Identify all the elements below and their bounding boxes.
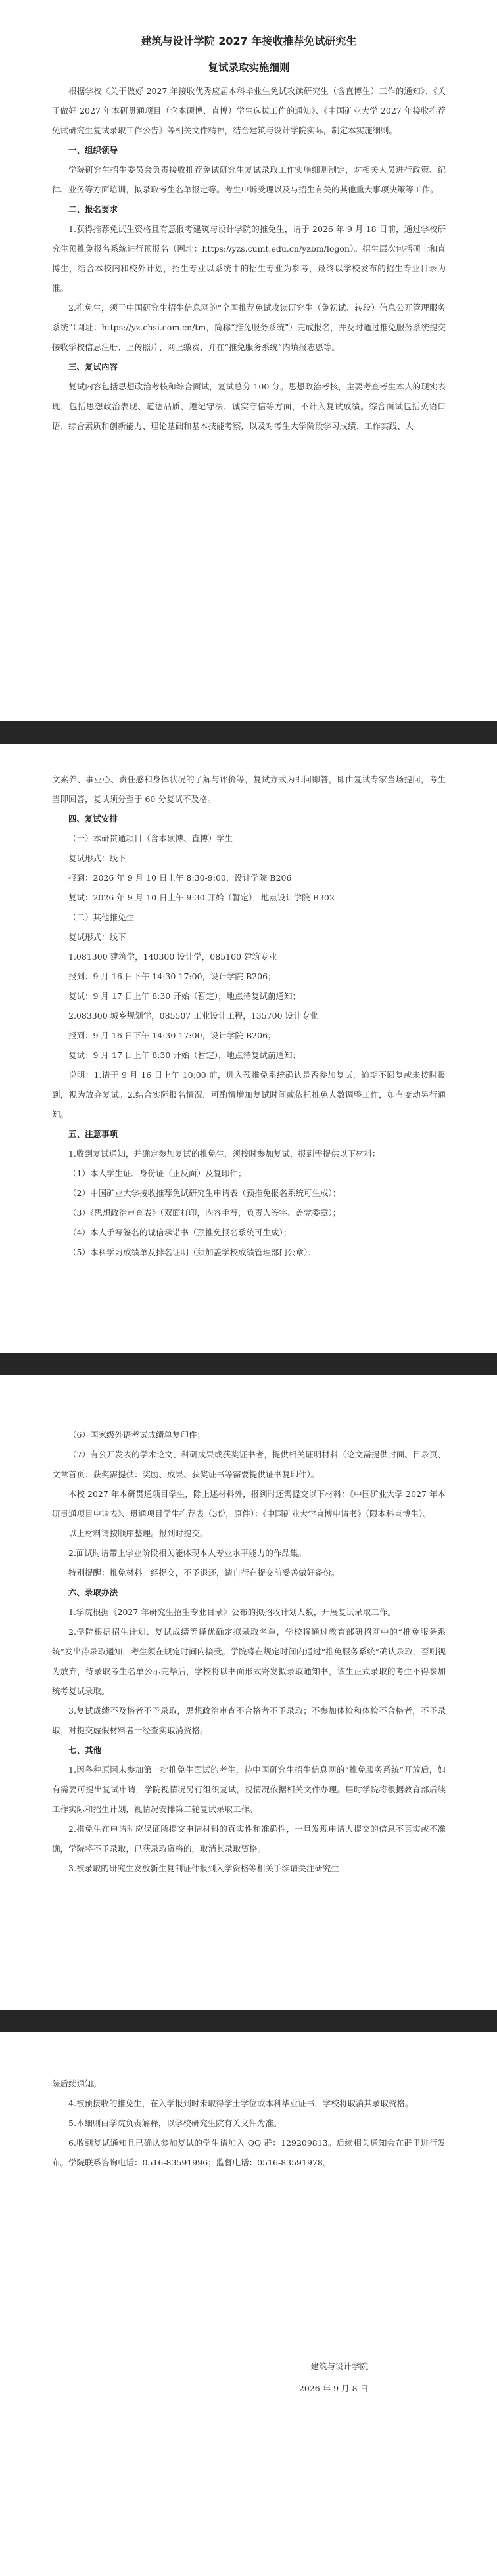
- section-heading: 二、报名要求: [68, 204, 118, 214]
- paragraph: 1.因各种原因未参加第一批推免生面试的考生，待中国研究生招生信息网的“推免服务系统”开放后，如有需要可提出复试申请，学院视情况另行组织复试，视情况依据相关文件办理。届时学院将根据教育部后续工作实际和招生计划，视情况安排第二轮复试录取工作。: [52, 1765, 446, 1814]
- paragraph: （1）本人学生证、身份证（正反面）及复印件；: [68, 1168, 247, 1178]
- paragraph: 3.被录取的研究生发放新生复制证件报到入学资格等相关手续请关注研究生: [68, 1863, 339, 1873]
- paragraph: 2.推免生在申请时应保证所提交申请材料的真实性和准确性，一旦发现申请人提交的信息不真实或不准确，学院将不予录取，已获录取资格的，取消其录取资格。: [52, 1824, 446, 1854]
- section-heading: 六、录取办法: [68, 1588, 118, 1597]
- signature-org: 建筑与设计学院: [310, 2361, 368, 2371]
- page-3-body: [52, 1425, 446, 1878]
- paragraph: 复试：9 月 17 日上午 8:30 开始（暂定），地点待复试前通知；: [68, 1050, 301, 1060]
- section-heading: 一、组织领导: [68, 145, 118, 155]
- paragraph: 复试形式：线下: [68, 932, 126, 942]
- paragraph: 1.081300 建筑学，140300 设计学，085100 建筑专业: [68, 952, 277, 962]
- paragraph: 2.学院根据招生计划、复试成绩等择优确定拟录取名单，学校将通过教育部研招网中的“推免服务系统”发出待录取通知，考生须在规定时间内接受。学院将在规定时间内通过“推免服务系统”确认录取，否则视为放弃，待录取考生名单公示完毕后，学校将以书面形式寄发拟录取通知书，该生正式录取的考生不得参加统考复试录取。: [52, 1627, 446, 1696]
- paragraph: 1.学院根据《2027 年研究生招生专业目录》公布的拟招收计划人数，开展复试录取工作。: [68, 1607, 396, 1617]
- paragraph: （4）本人手写签名的诚信承诺书（预推免报名系统可生成）；: [68, 1228, 292, 1237]
- paragraph: 根据学校《关于做好 2027 年接收优秀应届本科毕业生免试攻读研究生（含直博生）工作的通知》、《关于做好 2027 年本研贯通项目（含本硕博、直博）学生选拔工作的通知》、《中国矿业大学 2027 年接收推荐免试研究生复试录取工作公告》等相关文件精神，结合建筑与设计学院实际，制定本实施细则。: [52, 86, 446, 135]
- paragraph: 本校 2027 年本研贯通项目学生，除上述材料外，报到时还需提交以下材料：《中国矿业大学 2027 年本研贯通项目申请表》、贯通项目学生推荐表（3份，原件）：《中国矿业大学直博申请书》（限本科直博生）。: [52, 1489, 446, 1519]
- paragraph: （7）有公开发表的学术论文、科研成果或获奖证书者，提供相关证明材料（论文需提供封面、目录页、文章首页；获奖需提供：奖励、成果、获奖证书等需要提供证书复印件）。: [52, 1450, 446, 1479]
- page-separator: [0, 1353, 497, 1375]
- paragraph: （2）中国矿业大学接收推荐免试研究生申请表（预推免报名系统可生成）；: [68, 1188, 341, 1198]
- paragraph: （3）《思想政治审查表》（双面打印，内容手写，负责人签字、盖党委章）；: [68, 1208, 341, 1218]
- paragraph: 复试：9 月 17 日上午 8:30 开始（暂定），地点待复试前通知；: [68, 991, 301, 1001]
- paragraph: 6.收到复试通知且已确认参加复试的学生请加入 QQ 群：129209813。后续相关通知会在群里进行发布。学院联系咨询电话：0516-83591996；监督电话：0516-83591978。: [52, 2138, 446, 2167]
- paragraph: 以上材料请按顺序整理。报到时提交。: [68, 1528, 208, 1538]
- paragraph: 复试：2026 年 9 月 10 日上午 9:30 开始（暂定），地点设计学院 B302: [68, 893, 335, 902]
- paragraph: 3.复试成绩不及格者不予录取，思想政治审查不合格者不予录取；不参加体检和体检不合格者，不予录取；对提交虚假材料者一经查实取消资格。: [52, 1706, 446, 1735]
- paragraph: 1.获得推荐免试生资格且有意报考建筑与设计学院的推免生，请于 2026 年 9 月 18 日前，通过学校研究生预推免报名系统进行预报名（网址：https://yzs.cumt.edu.cn/yzbm/logon）。招生层次包括硕士和直博生，结合本校内和校外计划，招生专业以系统中的招生专业为参考，最终以学校发布的招生专业目录为准。: [52, 224, 446, 293]
- section-heading: 三、复试内容: [68, 362, 118, 372]
- paragraph: 说明：1.请于 9 月 16 日上午 10:00 前，进入预推免系统确认是否参加复试，逾期不回复或未按时报到，视为放弃复试。2.结合实际报名情况，可酌情增加复试时间或依托推免人数调整工作，如有变动另行通知。: [52, 1070, 446, 1119]
- paragraph: 学院研究生招生委员会负责接收推荐免试研究生复试录取工作实施细则制定，对相关人员进行政策、纪律、业务等方面培训，拟录取考生名单报定等。考生申诉受理以及与招生有关的其他重大事项决策等工作。: [52, 165, 446, 194]
- paragraph: 2.083300 城乡规划学，085507 工业设计工程，135700 设计专业: [68, 1011, 318, 1021]
- page-1-body: [52, 81, 446, 436]
- section-heading: 四、复试安排: [68, 814, 118, 824]
- page-4: [0, 2032, 497, 2399]
- page-1: [0, 0, 497, 436]
- paragraph: 复试形式：线下: [68, 853, 126, 863]
- page-2: [0, 744, 497, 1262]
- paragraph: （6）国家级外语考试成绩单复印件；: [68, 1430, 205, 1440]
- paragraph: 复试内容包括思想政治考核和综合面试，复试总分 100 分。思想政治考核，主要考查考生本人的现实表现，包括思想政治表现、道德品质、遵纪守法、诚实守信等方面，不计入复试成绩。综合面试包括英语口语、综合素质和创新能力、理论基础和基本技能考察，以及对考生大学阶段学习成绩、工作实践、人: [52, 382, 446, 431]
- paragraph: （5）本科学习成绩单及排名证明（须加盖学校成绩管理部门公章）；: [68, 1247, 316, 1257]
- page-separator: [0, 2010, 497, 2032]
- paragraph: 1.收到复试通知，并确定参加复试的推免生，须按时参加复试，报到需提供以下材料：: [68, 1149, 381, 1159]
- section-heading: 七、其他: [68, 1745, 102, 1755]
- section-heading: 五、注意事项: [68, 1129, 118, 1139]
- page-2-body: [52, 770, 446, 1262]
- page-4-body: [52, 2074, 446, 2173]
- paragraph: （一）本研贯通项目（含本硕博、直博）学生: [68, 833, 233, 843]
- document-title: 建筑与设计学院 2027 年接收推荐免试研究生: [141, 35, 357, 47]
- paragraph: 特别提醒：推免材料一经提交，不予退还，请自行在提交前妥善做好备份。: [68, 1568, 340, 1578]
- signature-date: 2026 年 9 月 8 日: [298, 2384, 368, 2393]
- paragraph: 4.被预接收的推免生，在入学报到时未取得学士学位或本科毕业证书，学校将取消其录取资格。: [68, 2099, 414, 2108]
- paragraph: （二）其他推免生: [68, 912, 135, 922]
- paragraph: 5.本细则由学院负责解释，以学校研究生院有关文件为准。: [68, 2118, 282, 2128]
- document-subtitle: 复试录取实施细则: [208, 62, 290, 74]
- page-separator: [0, 721, 497, 744]
- paragraph: 2.推免生，须于中国研究生招生信息网的“全国推荐免试攻读研究生（免初试、转段）信息公开管理服务系统”（网址：https://yz.chsi.com.cn/tm，简称“推免服务系统”）完成报名，并及时通过推免服务系统提交接收学校信息注册、上传照片、网上缴费，并在“推免服务系统”内填报志愿等。: [52, 303, 446, 352]
- paragraph: 报到：9 月 16 日下午 14:30-17:00，设计学院 B206；: [68, 971, 276, 981]
- paragraph: 2.面试时请带上学业阶段相关能体现本人专业水平能力的作品集。: [68, 1548, 306, 1558]
- paragraph: 报到：9 月 16 日下午 14:30-17:00，设计学院 B206；: [68, 1031, 276, 1040]
- paragraph: 报到：2026 年 9 月 10 日上午 8:30-9:00，设计学院 B206: [68, 873, 292, 883]
- paragraph-continuation: 院后续通知。: [52, 2079, 102, 2089]
- page-3: [0, 1375, 497, 1878]
- paragraph-continuation: 文素养、事业心、责任感和身体状况的了解与评价等，复试方式为即问即答，即由复试专家当场提问，考生当即回答，复试须分至于 60 分复试不及格。: [52, 774, 446, 804]
